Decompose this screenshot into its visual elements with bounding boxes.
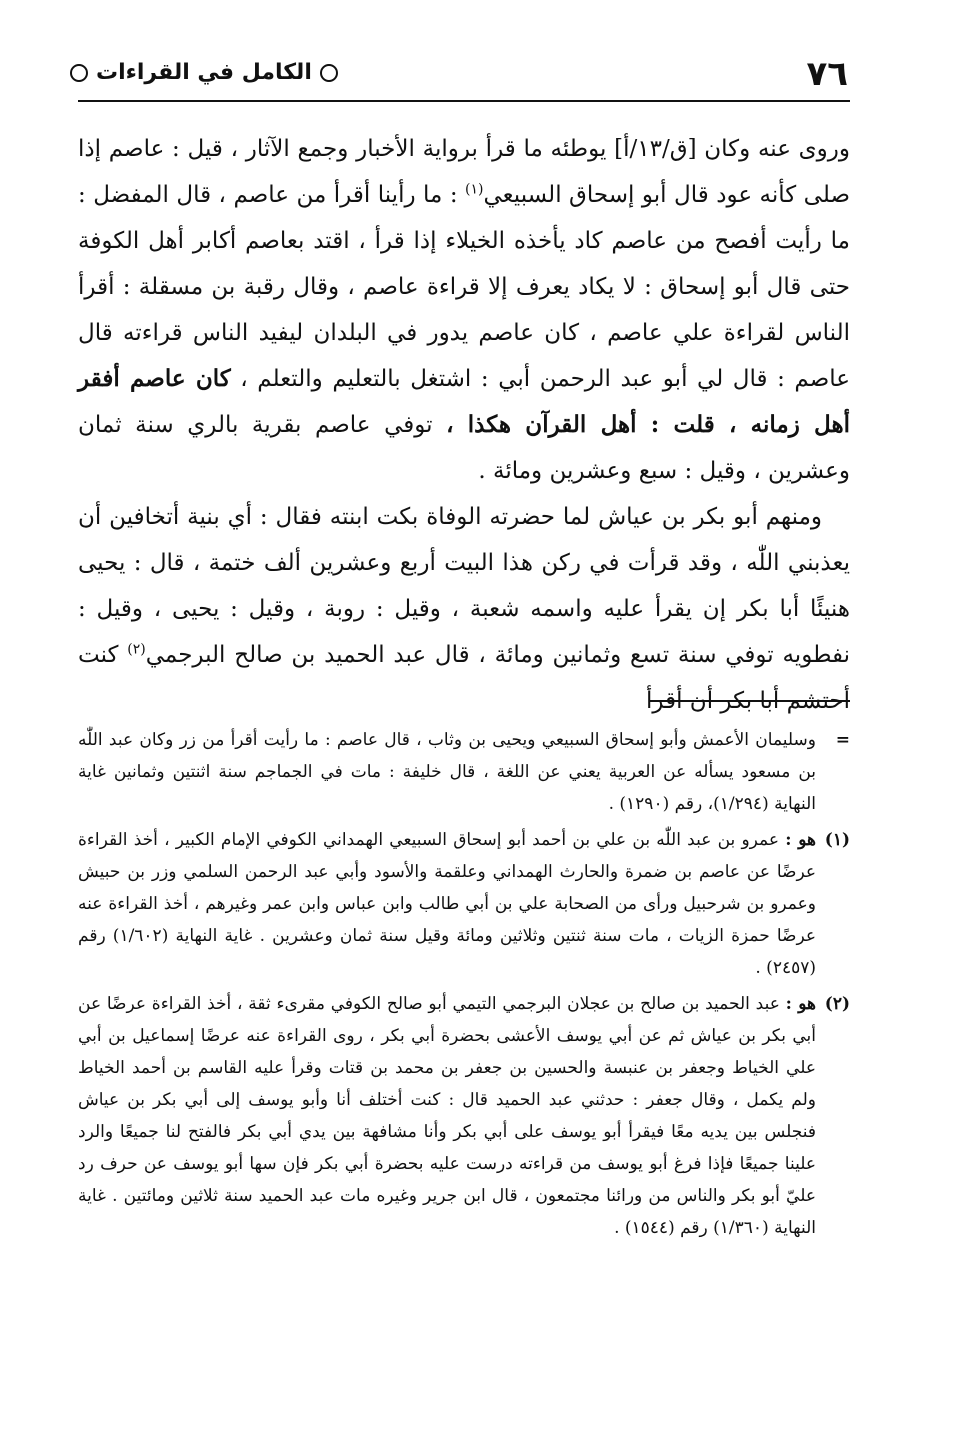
footnote-label: هو :: [785, 994, 816, 1014]
paragraph-2-part-b: كنت أحتشم أبا بكر أن أقرأ: [78, 642, 850, 714]
footnote-text: عبد الحميد بن صالح بن عجلان البرجمي التيمي أبو صالح الكوفي مقرىء ثقة ، أخذ القراءة عرضًا عن أبي بكر بن عياش ثم عن أبي يوسف الأعشى بحضرة أبي بكر ، روى القراءة عنه عرضًا إسماعيل بن أبي علي الخياط وجعفر بن عنبسة والحسين بن جعفر بن محمد بن قتات وقرأ عليه القاسم بن أحمد الخياط ولم يكمل ، وقال جعفر : حدثني عبد الحميد قال : كنت أختلف أنا وأبو يوسف إلى أبي بكر بن عياش فنجلس بين يديه معًا فيقرأ أبو يوسف على أبي بكر وأنا مشافهة بين يدي أبي بكر فالفتح لنا جميعًا والرد علينا جميعًا فإذا فرغ أبو يوسف من قراءته درست عليه بحضرة أبي بكر فإن سها أبو يوسف عن حرف رد عليّ أبو بكر والناس من ورائنا مجتمعون ، قال ابن جرير وغيره مات عبد الحميد سنة ثلاثين ومائتين . غاية النهاية (١/٣٦٠) رقم (١٥٤٤) .: [78, 994, 816, 1238]
footnote-ref-1: (١): [465, 181, 484, 198]
footnote-label: هو :: [785, 830, 816, 850]
page-header: [70, 52, 848, 102]
main-text: [78, 126, 850, 724]
footnote-mark: =: [835, 730, 850, 750]
footnote-text: عمرو بن عبد اللّٰه بن علي بن أحمد أبو إسحاق السبيعي الهمداني الكوفي الإمام الكبير ، أخذ القراءة عرضًا عن عاصم بن ضمرة والحارث الهمداني وعلقمة والأسود وأبي عبد الرحمن السلمي وزر بن حبيش وعمرو بن شرحبيل ورأى من الصحابة علي بن أبي طالب وابن عباس وابن عمر وغيرهم ، أخذ القراءة عنه عرضًا حمزة الزيات ، مات سنة ثنتين وثلاثين ومائة وقيل سنة ثمان وعشرين . غاية النهاية (١/٦٠٢) رقم (٢٤٥٧) .: [78, 830, 816, 978]
header-divider: [78, 100, 850, 102]
page-number: ٧٦: [806, 54, 848, 94]
paragraph-2-part-a: ومنهم أبو بكر بن عياش لما حضرته الوفاة بكت ابنته فقال : أي بنية أتخافين أن يعذبني اللّٰه ، وقد قرأت في ركن هذا البيت أربع وعشرين ألف ختمة ، قال : يحيى هنيئًا أبا بكر إن يقرأ عليه واسمه شعبة ، وقيل : روبة ، وقيل : يحيى ، وقيل : نفطويه توفي سنة تسع وثمانين ومائة ، قال عبد الحميد بن صالح البرجمي: [78, 504, 850, 668]
paragraph-2: [78, 494, 850, 724]
running-title: [70, 60, 338, 85]
footnote-body: [78, 824, 816, 984]
circle-ornament-icon: [320, 64, 338, 82]
footnote-divider: [650, 700, 850, 702]
paragraph-1: [78, 126, 850, 494]
paragraph-1-part-a: وروى عنه وكان [ق/١٣/أ] يوطئه ما قرأ برواية الأخبار وجمع الآثار ، قيل : عاصم إذا صلى كأنه عود قال أبو إسحاق السبيعي: [78, 136, 850, 208]
paragraph-1-part-c: توفي عاصم بقرية بالري سنة ثمان وعشرين ، وقيل : سبع وعشرين ومائة .: [78, 412, 850, 484]
footnote-2: [78, 988, 850, 1244]
footnote-continued: [78, 724, 850, 820]
footnote-1: [78, 824, 850, 984]
circle-ornament-icon: [70, 64, 88, 82]
footnotes: [78, 724, 850, 1248]
paragraph-1-part-b: : ما رأينا أقرأ من عاصم ، قال المفضل : ما رأيت أفصح من عاصم كاد يأخذه الخيلاء إذا قرأ ، اقتد بعاصم أكابر أهل الكوفة حتى قال أبو إسحاق : لا يكاد يعرف إلا قراءة عاصم ، وقال رقبة بن مسقلة : أقرأ الناس لقراءة علي عاصم ، كان عاصم يدور في البلدان ليفيد الناس قراءته قال عاصم : قال لي أبو عبد الرحمن أبي : اشتغل بالتعليم والتعلم ،: [78, 182, 851, 392]
footnote-body: [78, 988, 816, 1244]
paragraph-1-bold-phrase: كان عاصم أفقر أهل زمانه ، قلت : أهل القرآن هكذا ،: [78, 365, 850, 438]
footnote-text: وسليمان الأعمش وأبو إسحاق السبيعي ويحيى بن وثاب ، قال عاصم : ما رأيت أقرأ من زر وكان عبد اللّٰه بن مسعود يسأله عن العربية يعني عن اللغة ، قال خليفة : مات في الجماجم سنة اثنتين وثمانين غاية النهاية (١/٢٩٤)، رقم (١٢٩٠) .: [78, 730, 816, 814]
running-title-text: الكامل في القراءات: [96, 60, 312, 85]
footnote-ref-2: (٢): [127, 641, 146, 658]
footnote-mark: (٢): [824, 994, 850, 1014]
footnote-mark: (١): [824, 830, 850, 850]
